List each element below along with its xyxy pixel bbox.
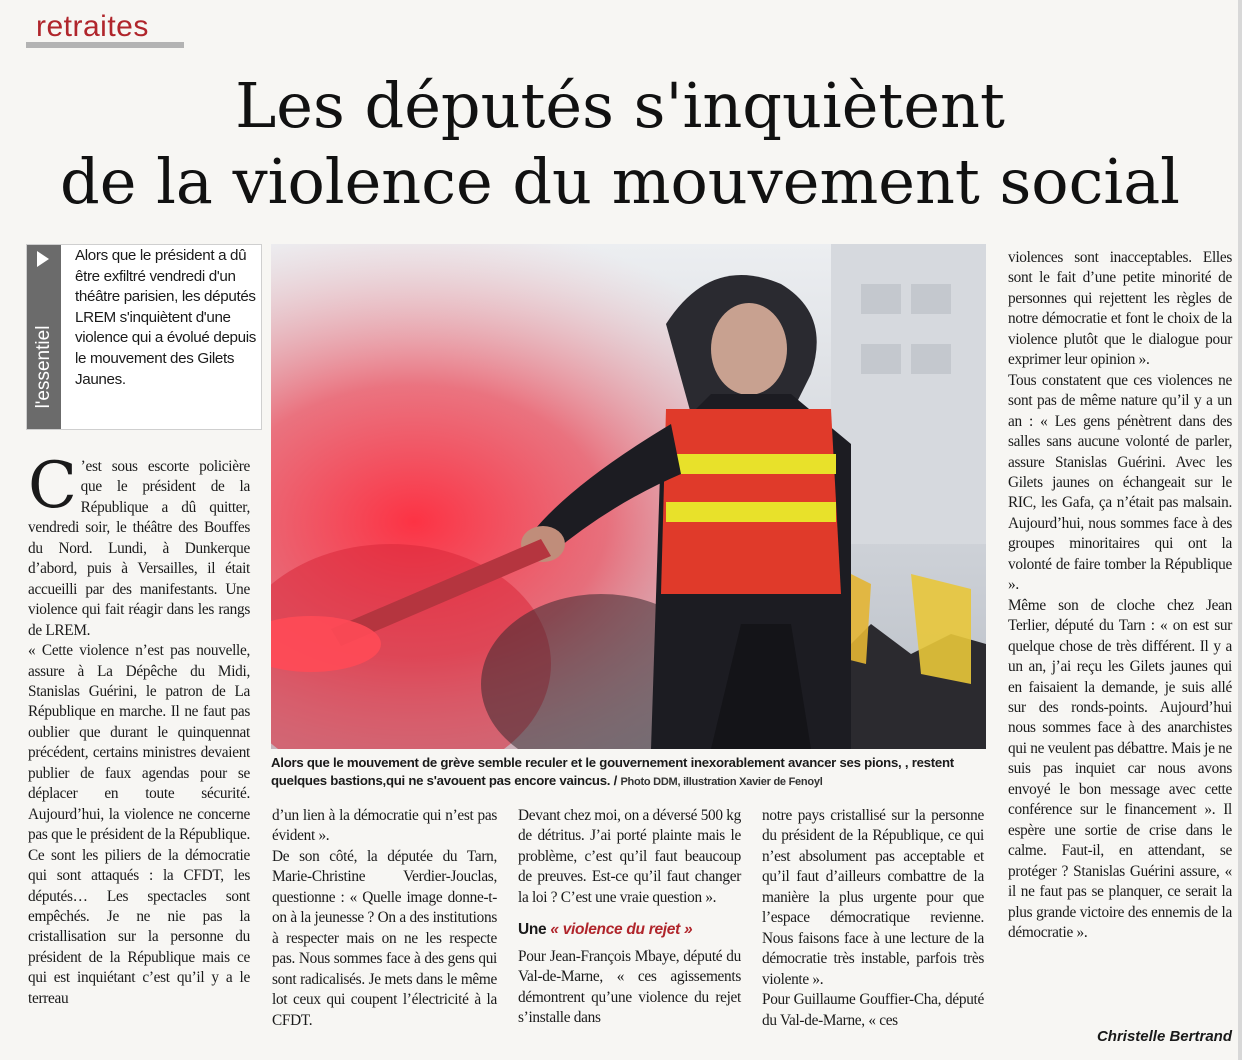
photo-caption: [271, 754, 996, 791]
intertitle: Une « violence du rejet »: [518, 921, 693, 939]
intertitle-quote: « violence du rejet »: [550, 921, 693, 939]
article-paragraph: d’un lien à la démocratie qui n’est pas évident ».: [272, 807, 497, 845]
article-column-2: [272, 806, 497, 1031]
article-paragraph: notre pays cristallisé sur la personne du président de la République, ce qui n’est absolument pas acceptable et qu’il faut d’ailleurs combattre de la manière la plus urgente pour que l’espace démocratique revienne. Nous faisons face à une lecture de la démocratie très instable, parfois très violente ».: [762, 807, 984, 988]
caption-text: Alors que le mouvement de grève semble reculer et le gouvernement inexorablement avancer ses pions, , restent quelques bastions,qui ne s'avouent pas encore vaincus. /: [271, 755, 954, 788]
article-paragraph: Même son de cloche chez Jean Terlier, député du Tarn : « on est sur quelque chose de très différent. Il y a un an, j’ai reçu les Gilets jaunes qui en faisaient la demande, je suis allé sur des ronds-points. Aujourd’hui nous sommes face à des anarchistes qui ne veulent pas débattre. Mais je ne suis pas inquiet car nous avons envoyé le bon message avec cette conférence sur le financement ». Il espère une sortie de crise dans le calme. Faut-il, en attendant, se protéger ? Stanislas Guérini assure, « il ne faut pas se planquer, ce serait la plus grande victoire des ennemis de la démocratie ».: [1008, 596, 1232, 941]
essentiel-tab: [27, 245, 61, 429]
headline-line-2: de la violence du mouvement social: [60, 145, 1180, 218]
article-paragraph: Tous constatent que ces violences ne sont pas de même nature qu’il y a un an : « Les gens pénètrent dans des salles sans aucune volonté de parler, assure Stanislas Guérini. Avec les Gilets jaunes on échangeait sur le RIC, les Gafa, ça n’était pas malsain. Aujourd’hui, nous sommes face à des groupes minoritaires qui ont la volonté de faire tomber la République ».: [1008, 371, 1232, 594]
author-signature: Christelle Bertrand: [1096, 1028, 1232, 1045]
rubric-label: retraites: [36, 10, 149, 43]
article-paragraph: Devant chez moi, on a déversé 500 kg de détritus. J’ai porté plainte mais le problème, c’est qu’il faut beaucoup de preuves. Est-ce qu’il faut changer la loi ? C’est une vraie question ».: [518, 807, 741, 906]
photo-credit: Photo DDM, illustration Xavier de Fenoyl: [620, 776, 823, 788]
article-column-4: [762, 806, 984, 1031]
article-column-5: [1008, 248, 1232, 943]
headline-line-1: Les députés s'inquiètent: [235, 69, 1005, 142]
play-arrow-icon: [37, 251, 49, 267]
article-paragraph: Pour Guillaume Gouffier-Cha, député du Val-de-Marne, « ces: [762, 991, 984, 1029]
protest-illustration: [271, 244, 986, 749]
article-paragraph: Pour Jean-François Mbaye, député du Val-de-Marne, « ces agissements démontrent qu’une violence du rejet s’installe dans: [518, 947, 741, 1027]
article-paragraph: violences sont inacceptables. Elles sont le fait d’une petite minorité de personnes qui rejettent les règles de notre démocratie et font le choix de la violence plutôt que le dialogue pour exprimer leur opinion ».: [1008, 249, 1232, 369]
essentiel-text: Alors que le président a dû être exfiltré vendredi d'un théâtre parisien, les députés LREM s'inquiètent d'une violence qui a évolué depuis le mouvement des Gilets Jaunes.: [75, 247, 257, 388]
protest-photo: [271, 244, 986, 749]
article-paragraph: C ’est sous escorte policière que le président de la République a dû quitter, vendredi soir, le théâtre des Bouffes du Nord. Lundi, à Dunkerque d’abord, puis à Versailles, il était accueilli par des manifestants. Une violence qui fait réagir dans les rangs de LREM.: [28, 449, 250, 639]
essentiel-label: l'essentiel: [33, 325, 54, 409]
essentiel-box: [26, 244, 262, 430]
section-rubric: [26, 12, 184, 48]
dropcap: C: [28, 449, 77, 523]
page-edge: [1238, 0, 1242, 1060]
article-paragraph: De son côté, la députée du Tarn, Marie-Christine Verdier-Jouclas, questionne : « Quelle image donne-t-on à la jeunesse ? On a des institutions à respecter mais on ne les respecte pas. Nous sommes face à des gens qui sont radicalisés. Je mets dans le même lot ceux qui coupent l’électricité à la CFDT.: [272, 847, 497, 1029]
article-paragraph: « Cette violence n’est pas nouvelle, assure à La Dépêche du Midi, Stanislas Guérini, le patron de La République en marche. Il ne faut pas oublier que durant le quinquennat précédent, certains ministres devaient publier de faux agendas pour se déplacer en toute sécurité. Aujourd’hui, la violence ne concerne pas que le président de la République. Ce sont les piliers de la démocratie qui sont attaqués : la CFDT, les députés… Les spectacles sont empêchés. Je ne nie pas la cristallisation sur la personne du président de la République mais ce qui est inquiétant c’est qu’il y a le terreau: [28, 642, 250, 1007]
article-column-1: [28, 449, 250, 1009]
article-column-3: [518, 806, 741, 1029]
